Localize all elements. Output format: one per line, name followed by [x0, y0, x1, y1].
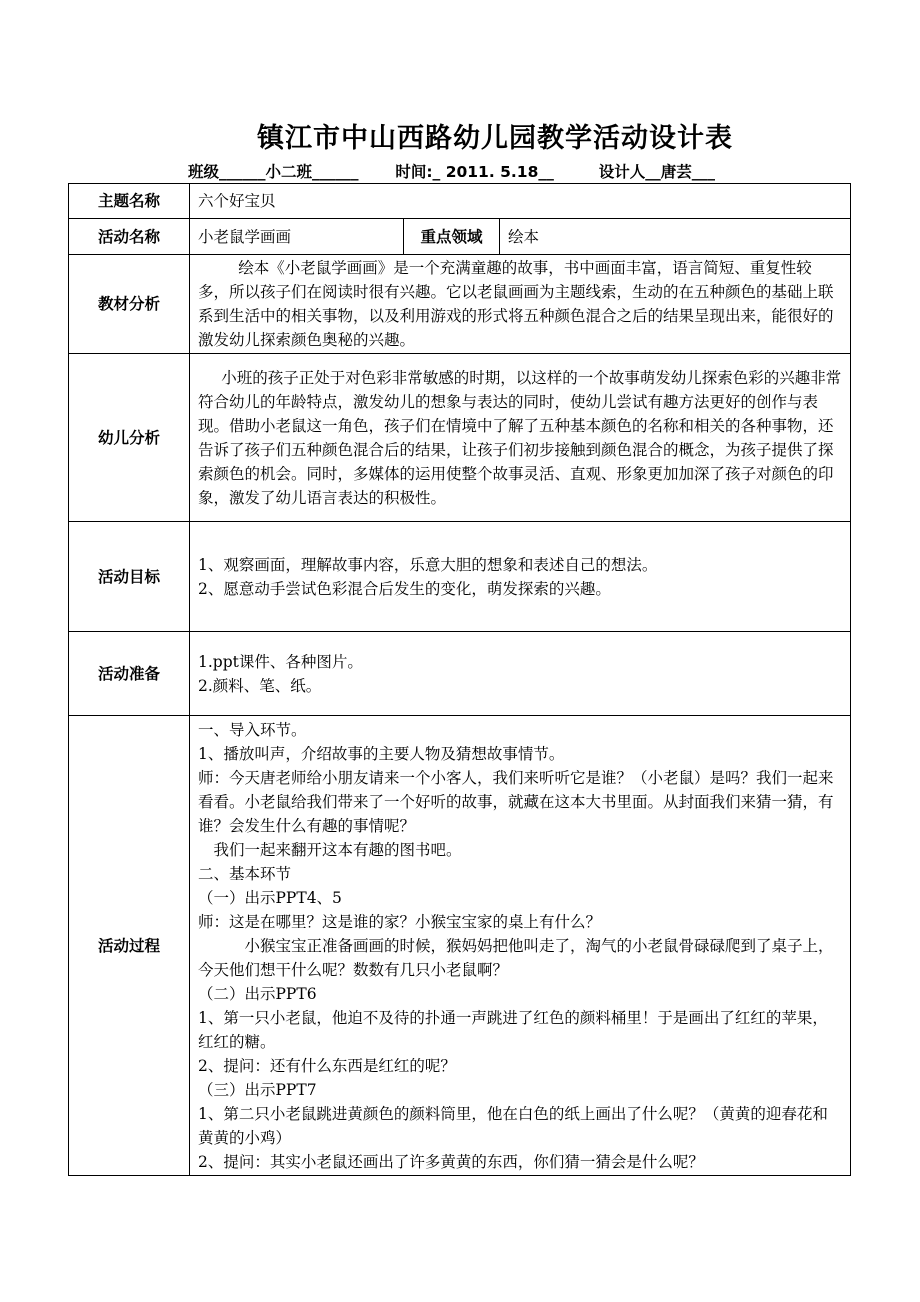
- prep-item: 2.颜料、笔、纸。: [198, 676, 322, 695]
- process-line: 1、第二只小老鼠跳进黄颜色的颜料筒里，他在白色的纸上画出了什么呢？（黄黄的迎春花和黄黄的小鸡）: [198, 1105, 828, 1147]
- domain-label: 重点领域: [404, 219, 500, 255]
- child-cell: [190, 354, 851, 522]
- theme-label: 主题名称: [69, 184, 190, 219]
- designer-value: __唐芸___: [645, 163, 715, 181]
- child-label: 幼儿分析: [69, 354, 190, 522]
- row-goal: [69, 522, 851, 632]
- process-line: 一、导入环节。: [198, 721, 307, 739]
- goal-cell: [190, 522, 851, 632]
- material-cell: [190, 255, 851, 354]
- header-info: [188, 160, 715, 182]
- goal-label: 活动目标: [69, 522, 190, 632]
- domain-value: 绘本: [500, 219, 851, 255]
- material-text: 绘本《小老鼠学画画》是一个充满童趣的故事，书中画面丰富，语言简短、重复性较多，所以孩子们在阅读时很有兴趣。它以老鼠画画为主题线索，生动的在五种颜色的基础上联系到生活中的相关事物，以及利用游戏的形式将五种颜色混合之后的结果呈现出来，能很好的激发幼儿探索颜色奥秘的兴趣。: [198, 259, 834, 349]
- process-line: （二）出示PPT6: [198, 985, 317, 1003]
- activity-label: 活动名称: [69, 219, 190, 255]
- process-line: 师：今天唐老师给小朋友请来一个小客人，我们来听听它是谁？（小老鼠）是吗？我们一起来看看。小老鼠给我们带来了一个好听的故事，就藏在这本大书里面。从封面我们来猜一猜，有谁？会发生什么有趣的事情呢？: [198, 769, 834, 835]
- process-line: 师：这是在哪里？这是谁的家？小猴宝宝家的桌上有什么？: [198, 913, 602, 931]
- activity-design-table: [68, 183, 851, 1176]
- prep-cell: [190, 632, 851, 716]
- process-line: 小猴宝宝正准备画画的时候，猴妈妈把他叫走了，淘气的小老鼠骨碌碌爬到了桌子上，今天他们想干什么呢？数数有几只小老鼠啊？: [198, 937, 834, 979]
- process-line: （三）出示PPT7: [198, 1081, 317, 1099]
- designer-label: 设计人: [598, 163, 646, 181]
- class-label: 班级: [188, 163, 220, 181]
- row-activity: [69, 219, 851, 255]
- process-line: （一）出示PPT4、5: [198, 889, 342, 907]
- process-line: 2、提问：还有什么东西是红红的呢？: [198, 1057, 456, 1075]
- process-cell: [190, 716, 851, 1176]
- process-label: 活动过程: [69, 716, 190, 1176]
- material-label: 教材分析: [69, 255, 190, 354]
- page-title: 镇江市中山西路幼儿园教学活动设计表: [257, 123, 733, 154]
- goal-item: 1、观察画面，理解故事内容，乐意大胆的想象和表述自己的想法。: [198, 555, 658, 574]
- time-value: _ 2011. 5.18__: [432, 163, 554, 181]
- process-line: 二、基本环节: [198, 865, 292, 883]
- process-line: 我们一起来翻开这本有趣的图书吧。: [213, 841, 462, 859]
- process-line: 1、第一只小老鼠，他迫不及待的扑通一声跳进了红色的颜料桶里！于是画出了红红的苹果，红红的糖。: [198, 1009, 828, 1051]
- class-value: ______小二班______: [219, 163, 359, 181]
- theme-value: 六个好宝贝: [190, 184, 851, 219]
- activity-value: 小老鼠学画画: [190, 219, 404, 255]
- process-line: 1、播放叫声，介绍故事的主要人物及猜想故事情节。: [198, 745, 565, 763]
- process-line: 2、提问：其实小老鼠还画出了许多黄黄的东西，你们猜一猜会是什么呢？: [198, 1153, 704, 1171]
- row-material: [69, 255, 851, 354]
- row-child: [69, 354, 851, 522]
- row-process: [69, 716, 851, 1176]
- prep-label: 活动准备: [69, 632, 190, 716]
- child-text: 小班的孩子正处于对色彩非常敏感的时期，以这样的一个故事萌发幼儿探索色彩的兴趣非常符合幼儿的年龄特点，激发幼儿的想象与表达的同时，使幼儿尝试有趣方法更好的创作与表现。借助小老鼠这一角色，孩子们在情境中了解了五种基本颜色的名称和相关的各种事物，还告诉了孩子们五种颜色混合后的结果，让孩子们初步接触到颜色混合的概念，为孩子提供了探索颜色的机会。同时，多媒体的运用使整个故事灵活、直观、形象更加加深了孩子对颜色的印象，激发了幼儿语言表达的积极性。: [198, 368, 842, 507]
- row-theme: [69, 184, 851, 219]
- prep-item: 1.ppt课件、各种图片。: [198, 652, 363, 671]
- row-prep: [69, 632, 851, 716]
- goal-item: 2、愿意动手尝试色彩混合后发生的变化，萌发探索的兴趣。: [198, 579, 611, 598]
- time-label: 时间:: [395, 163, 433, 181]
